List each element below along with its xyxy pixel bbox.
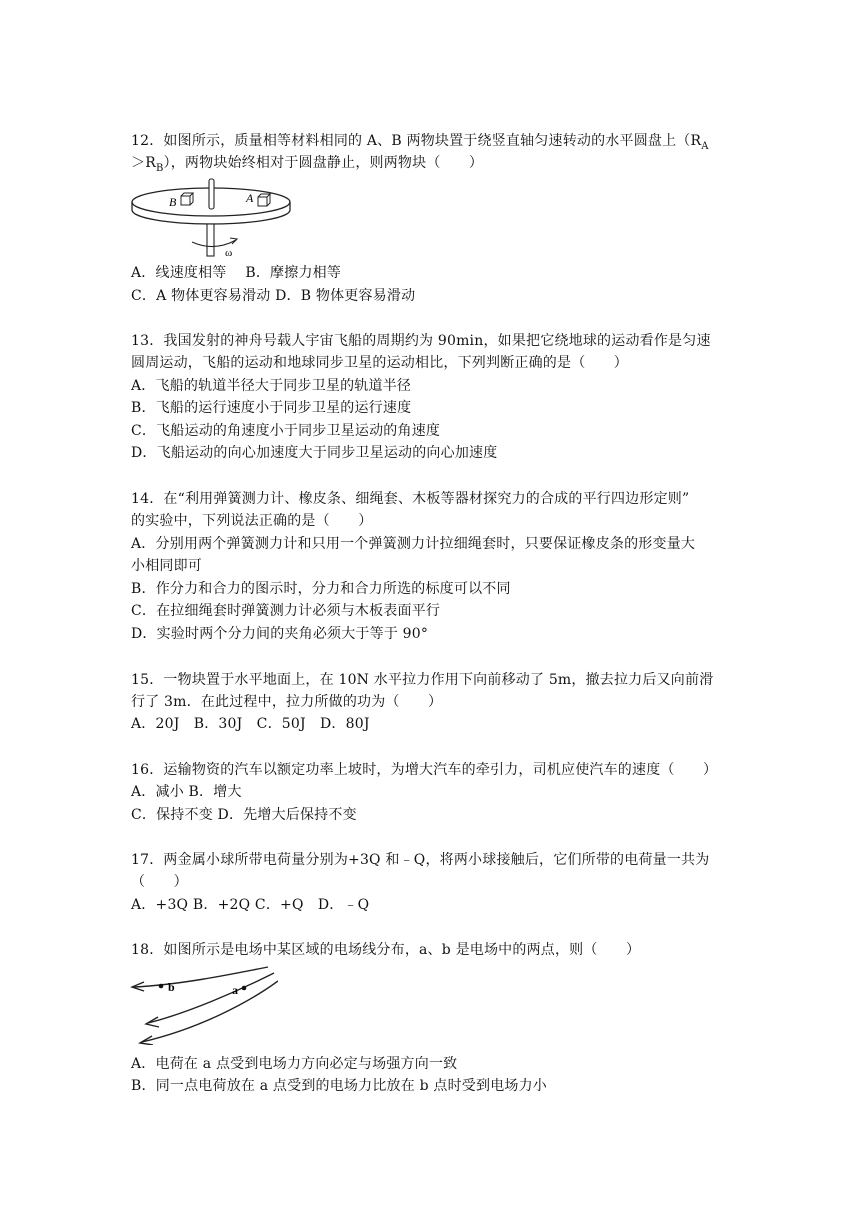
q17-stem-line2: （ ） xyxy=(131,874,188,890)
q12-options-line1: A．线速度相等 B．摩擦力相等 xyxy=(131,265,342,281)
q15-stem-line1: 15．一物块置于水平地面上，在 10N 水平拉力作用下向前移动了 5m，撤去拉力后又向前滑 xyxy=(131,672,714,688)
rotating-disc-figure xyxy=(128,176,294,260)
q13-option-b: B．飞船的运行速度小于同步卫星的运行速度 xyxy=(131,400,412,416)
q12-stem-line2: $>R_B$），两物块始终相对于圆盘静止，则两物块（ ） xyxy=(131,155,484,174)
q14-stem-line1: 14．在“利用弹簧测力计、橡皮条、细绳套、木板等器材探究力的合成的平行四边形定则” xyxy=(131,491,690,507)
q14-option-c: C．在拉细绳套时弹簧测力计必须与木板表面平行 xyxy=(131,603,441,619)
q17-stem-line1: 17．两金属小球所带电荷量分别为+3Q 和﹣Q，将两小球接触后，它们所带的电荷量一共为 xyxy=(131,852,710,868)
q13-option-d: D．飞船运动的向心加速度大于同步卫星运动的向心加速度 xyxy=(131,445,498,461)
electric-field-lines-figure xyxy=(128,963,278,1045)
q14-option-b: B．作分力和合力的图示时，分力和合力所选的标度可以不同 xyxy=(131,581,511,597)
q14-stem-line2: 的实验中，下列说法正确的是（ ） xyxy=(131,513,373,529)
q18-option-a: A．电荷在 a 点受到电场力方向必定与场强方向一致 xyxy=(131,1056,458,1072)
q14-option-a-line1: A．分别用两个弹簧测力计和只用一个弹簧测力计拉细绳套时，只要保证橡皮条的形变量大 xyxy=(131,536,696,552)
omega-label: ω xyxy=(225,247,233,259)
q15-stem-line2: 行了 3m．在此过程中，拉力所做的功为（ ） xyxy=(131,694,443,710)
q14-option-a-line2: 小相同即可 xyxy=(131,558,202,574)
q13-option-c: C．飞船运动的角速度小于同步卫星运动的角速度 xyxy=(131,423,441,439)
q18-stem: 18．如图所示是电场中某区域的电场线分布，a、b 是电场中的两点，则（ ） xyxy=(131,942,641,958)
point-b-label: b xyxy=(168,980,175,994)
point-a-label: a xyxy=(232,983,238,997)
q17-options: A．+3Q B．+2Q C．+Q D．﹣Q xyxy=(131,897,370,913)
block-a-label: A xyxy=(246,191,254,205)
q16-options-line2: C．保持不变 D．先增大后保持不变 xyxy=(131,807,357,823)
q14-option-d: D．实验时两个分力间的夹角必须大于等于 90° xyxy=(131,626,429,642)
q12-options-line2: C．A 物体更容易滑动 D．B 物体更容易滑动 xyxy=(131,288,416,304)
block-b-label: B xyxy=(169,195,177,209)
q13-stem-line2: 圆周运动，飞船的运动和地球同步卫星的运动相比，下列判断正确的是（ ） xyxy=(131,355,628,371)
q16-stem: 16．运输物资的汽车以额定功率上坡时，为增大汽车的牵引力，司机应使汽车的速度（ ） xyxy=(131,762,718,778)
q16-options-line1: A．减小 B．增大 xyxy=(131,784,242,800)
q15-options: A．20J B．30J C．50J D．80J xyxy=(131,716,370,732)
q13-option-a: A．飞船的轨道半径大于同步卫星的轨道半径 xyxy=(131,378,412,394)
q13-stem-line1: 13．我国发射的神舟号载人宇宙飞船的周期约为 90min，如果把它绕地球的运动看作是匀速 xyxy=(131,333,711,349)
q18-option-b: B．同一点电荷放在 a 点受到的电场力比放在 b 点时受到电场力小 xyxy=(131,1078,547,1094)
q12-stem-line1: 12．如图所示，质量相等材料相同的 A、B 两物块置于绕竖直轴匀速转动的水平圆盘上（$R_A$ xyxy=(131,133,709,152)
